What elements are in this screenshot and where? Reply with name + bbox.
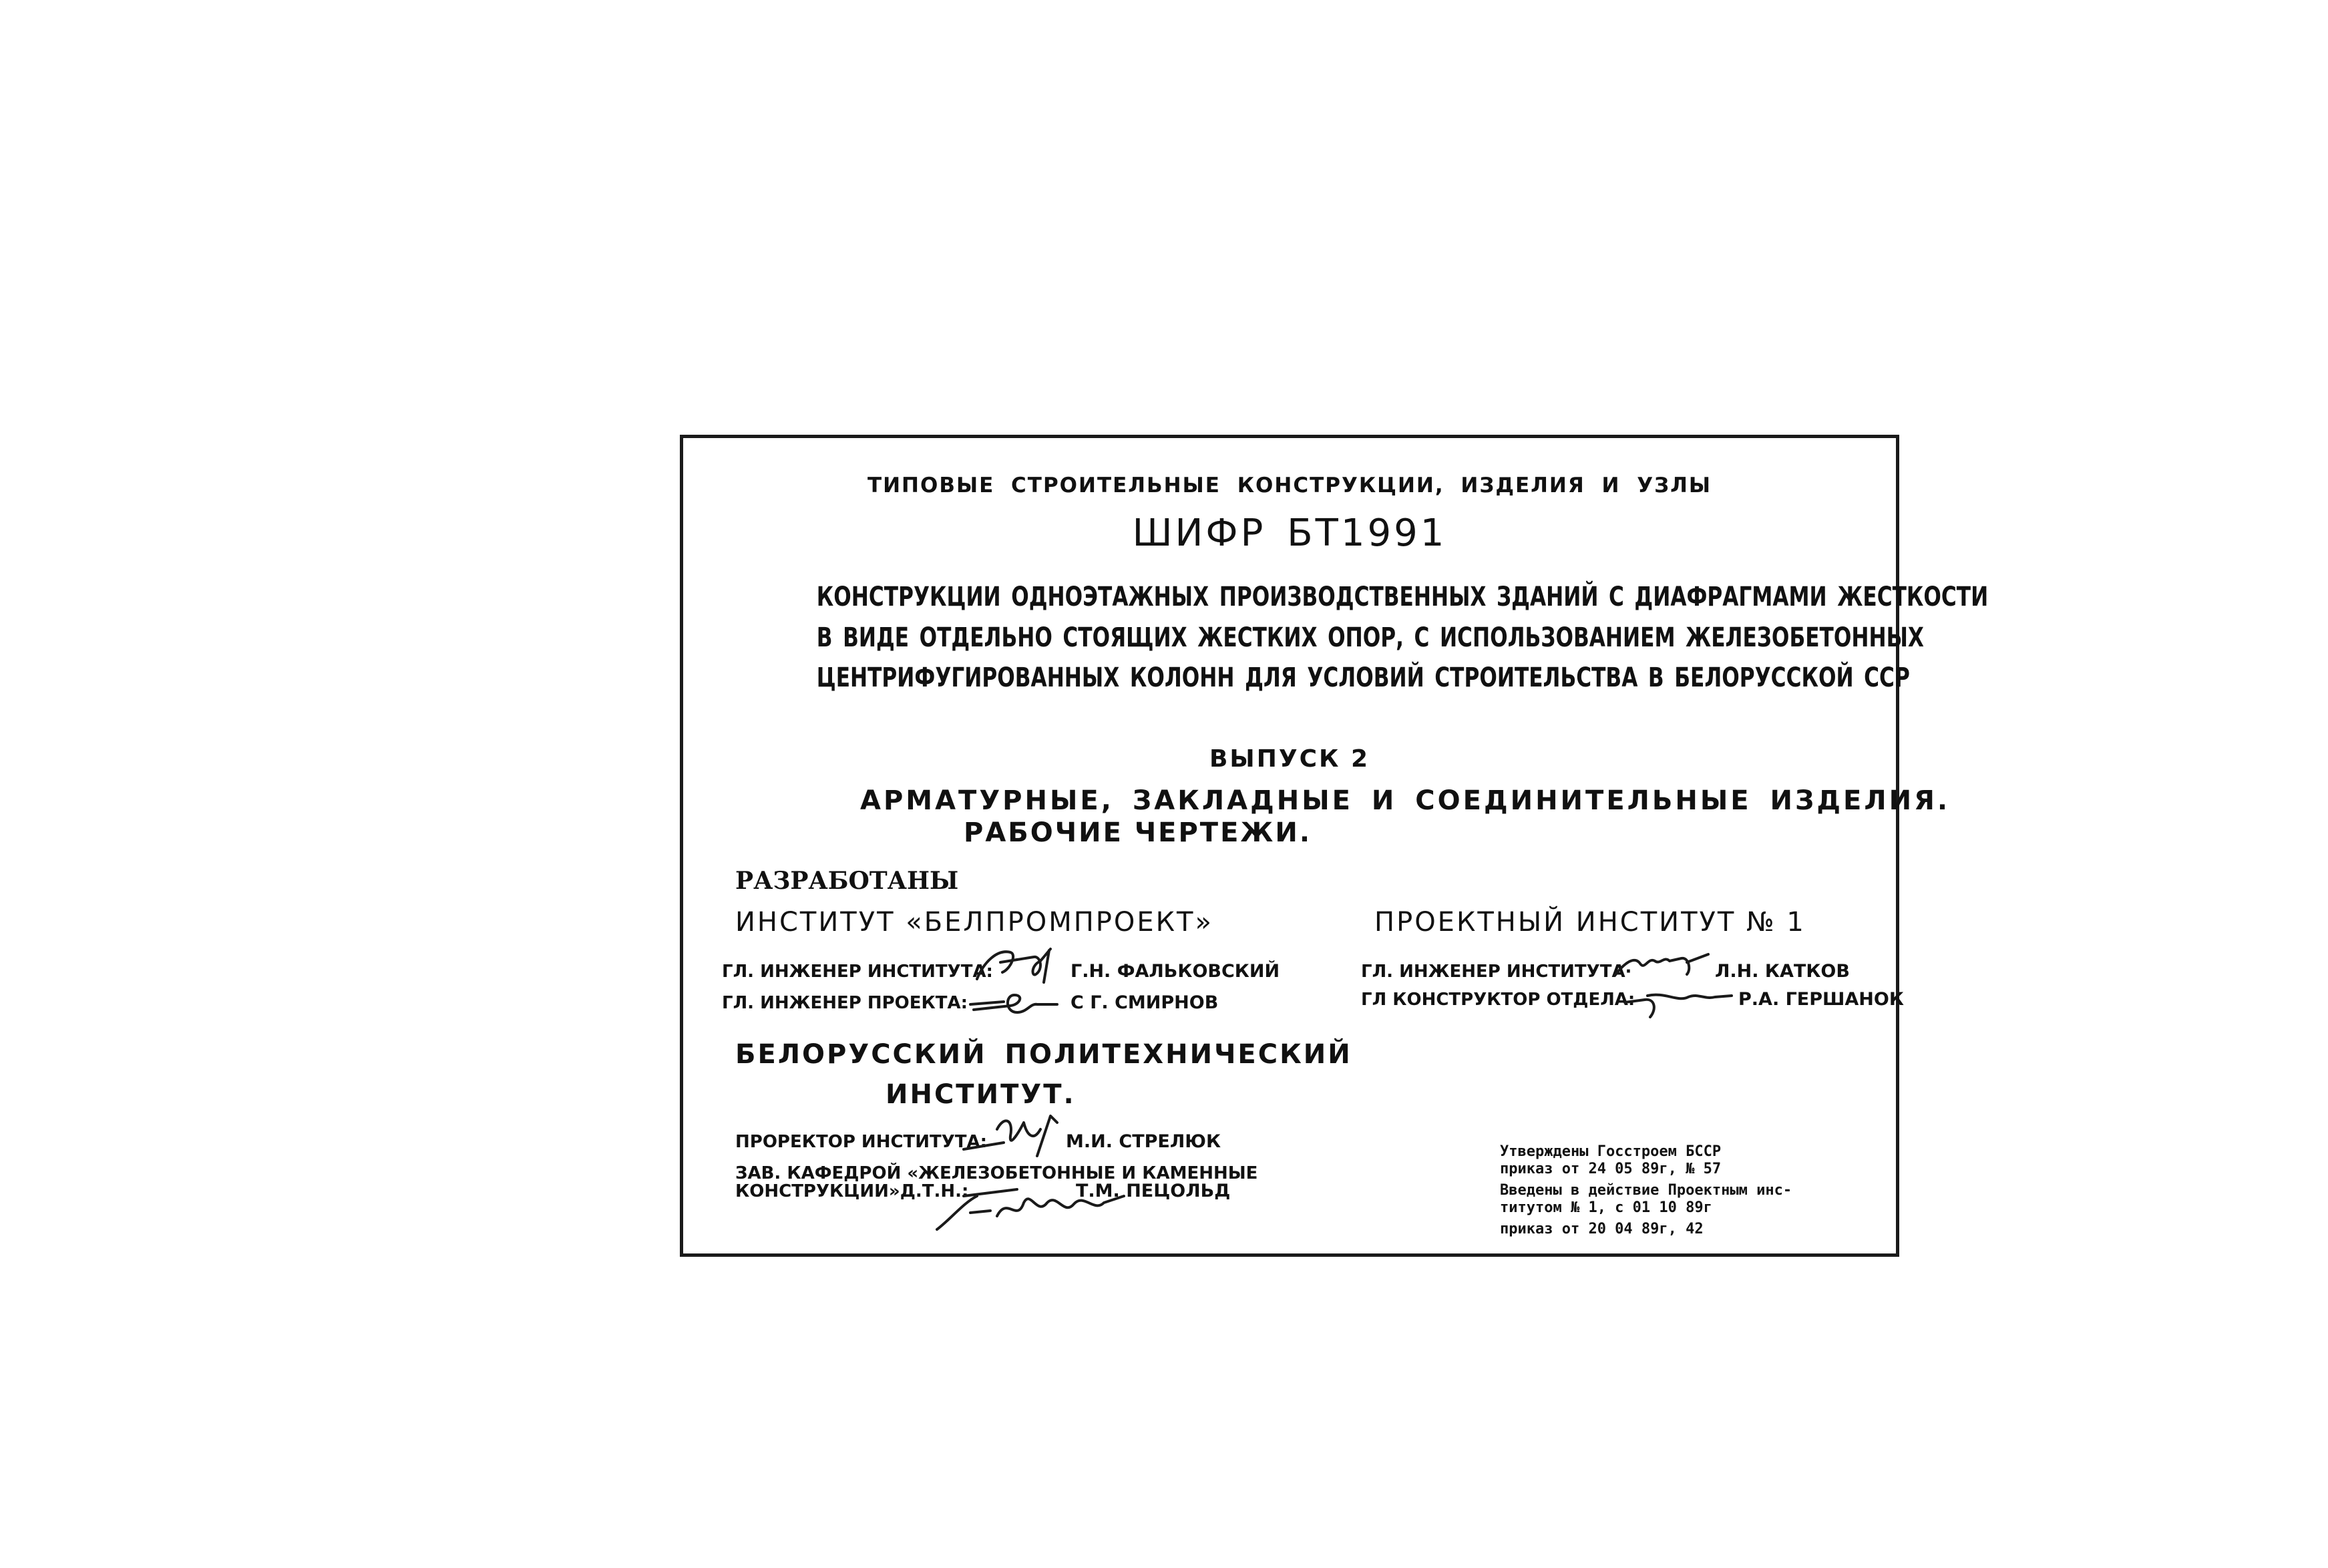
- approval-line-4: титутом № 1, с 01 10 89г: [1500, 1199, 1712, 1216]
- series-title: ТИПОВЫЕ СТРОИТЕЛЬНЫЕ КОНСТРУКЦИИ, ИЗДЕЛИЯ И УЗЛЫ: [867, 473, 1712, 498]
- signature-falkovsky: [970, 942, 1064, 989]
- role-label: ЗАВ. КАФЕДРОЙ «ЖЕЛЕЗОБЕТОННЫЕ И КАМЕННЫЕ: [735, 1163, 1258, 1183]
- title-sheet-frame: [680, 435, 1989, 1257]
- role-label: ГЛ КОНСТРУКТОР ОТДЕЛА:: [1361, 990, 1635, 1010]
- role-label: ГЛ. ИНЖЕНЕР ИНСТИТУТА:: [722, 962, 993, 982]
- title-line-2: В ВИДЕ ОТДЕЛЬНО СТОЯЩИХ ЖЕСТКИХ ОПОР, С ИСПОЛЬЗОВАНИЕМ ЖЕЛЕЗОБЕТОННЫХ: [816, 622, 1924, 653]
- belprom-row-1: [722, 961, 993, 982]
- bpi-row-1: [735, 1131, 987, 1152]
- role-label: ПРОРЕКТОР ИНСТИТУТА:: [735, 1132, 988, 1152]
- role-label: КОНСТРУКЦИИ»Д.Т.Н.:: [735, 1181, 969, 1201]
- issue-subject-line-2: РАБОЧИЕ ЧЕРТЕЖИ.: [964, 817, 1312, 848]
- role-label: ГЛ. ИНЖЕНЕР ИНСТИТУТА·: [1361, 962, 1632, 982]
- pi1-row-1: [1361, 961, 1631, 982]
- title-line-3: ЦЕНТРИФУГИРОВАННЫХ КОЛОНН ДЛЯ УСЛОВИЙ СТРОИТЕЛЬСТВА В БЕЛОРУССКОЙ ССР: [816, 662, 1910, 693]
- pi1-row-2: [1361, 989, 1635, 1010]
- issue-subject-line-1: АРМАТУРНЫЕ, ЗАКЛАДНЫЕ И СОЕДИНИТЕЛЬНЫЕ ИЗДЕЛИЯ.: [860, 785, 1951, 816]
- org-bpi-name-line-1: БЕЛОРУССКИЙ ПОЛИТЕХНИЧЕСКИЙ: [735, 1039, 1352, 1070]
- approval-line-5: приказ от 20 04 89г, 42: [1500, 1221, 1704, 1237]
- pi1-person-2: Р.А. ГЕРШАНОК: [1738, 989, 1904, 1010]
- role-label: ГЛ. ИНЖЕНЕР ПРОЕКТА:: [722, 993, 968, 1013]
- belprom-person-2: С Г. СМИРНОВ: [1071, 992, 1219, 1013]
- belprom-person-1: Г.Н. ФАЛЬКОВСКИЙ: [1071, 961, 1280, 982]
- approval-line-2: приказ от 24 05 89г, № 57: [1500, 1161, 1722, 1177]
- pi1-person-1: Л.Н. КАТКОВ: [1715, 961, 1850, 982]
- signature-gershanok: [1618, 982, 1738, 1022]
- org-pi1-name: ПРОЕКТНЫЙ ИНСТИТУТ № 1: [1374, 907, 1806, 938]
- bpi-person-3: Т.М. ПЕЦОЛЬД: [1076, 1181, 1231, 1201]
- signature-strelyuk: [957, 1109, 1064, 1163]
- org-belpromproekt-name: ИНСТИТУТ «БЕЛПРОМПРОЕКТ»: [735, 907, 1213, 938]
- signature-petsold: [924, 1183, 1137, 1236]
- approval-line-1: Утверждены Госстроем БССР: [1500, 1143, 1722, 1160]
- signature-smirnov: [964, 986, 1064, 1019]
- bpi-person-1: М.И. СТРЕЛЮК: [1066, 1131, 1221, 1152]
- belprom-row-2: [722, 992, 968, 1013]
- title-line-1: КОНСТРУКЦИИ ОДНОЭТАЖНЫХ ПРОИЗВОДСТВЕННЫХ ЗДАНИЙ С ДИАФРАГМАМИ ЖЕСТКОСТИ: [816, 582, 1989, 612]
- developed-label: РАЗРАБОТАНЫ: [735, 867, 959, 895]
- document-code: ШИФР БТ1991: [1132, 512, 1447, 555]
- approval-line-3: Введены в действие Проектным инс-: [1500, 1182, 1792, 1199]
- signature-katkov: [1608, 949, 1715, 982]
- issue-number: ВЫПУСК 2: [1209, 745, 1370, 773]
- org-bpi-name-line-2: ИНСТИТУТ.: [886, 1079, 1076, 1110]
